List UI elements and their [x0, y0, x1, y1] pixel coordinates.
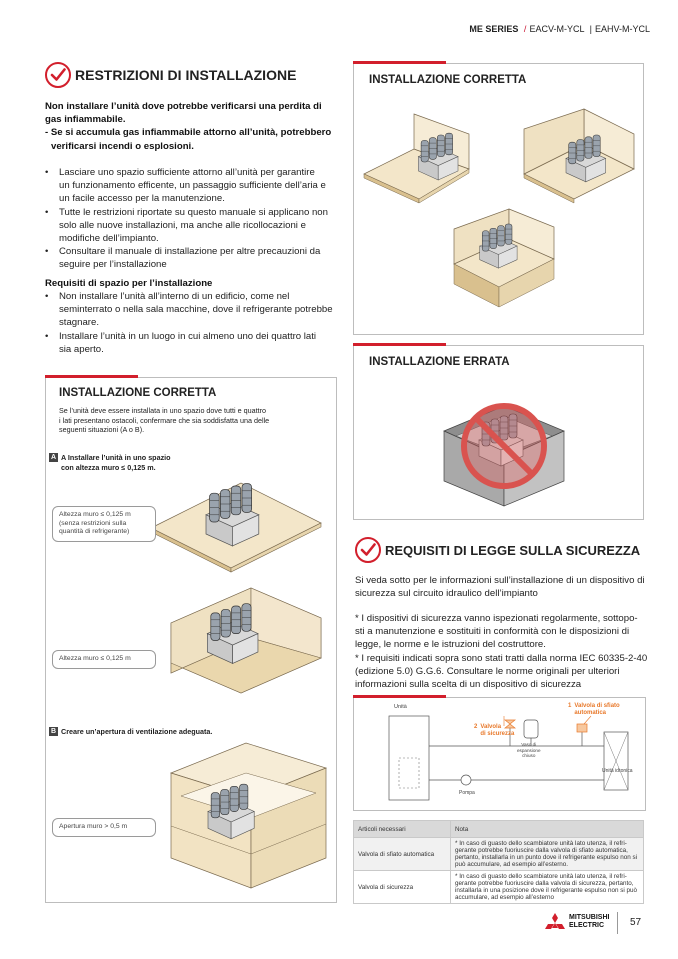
- wall-height-callout: Altezza muro ≤ 0,125 m (senza restrizioni sulla quantità di refrigerante): [52, 506, 156, 542]
- callout-2-number: 2: [474, 724, 478, 730]
- space-bullets: [45, 290, 345, 356]
- list-item: • Tutte le restrizioni riportate su questo manuale si applicano non solo alle nuove installazioni, ma anche alle ricollocazioni e modifiche dell’impianto.: [45, 206, 345, 246]
- opening-callout: Apertura muro > 0,5 m: [52, 818, 156, 837]
- case-b-label: B Creare un’apertura di ventilazione adeguata.: [50, 727, 213, 736]
- wrong-installation-illustration: [434, 386, 574, 516]
- hydraulic-diagram-panel: [353, 697, 646, 811]
- model-1: EACV-M-YCL: [529, 24, 585, 34]
- series-name: ME SERIES: [469, 24, 519, 34]
- list-item: • Installare l’unità in un luogo in cui almeno uno dei quattro lati sia aperto.: [45, 330, 345, 356]
- page-number: 57: [630, 917, 642, 928]
- correct-installation-illustration: [359, 99, 639, 329]
- safety-title: REQUISITI DI LEGGE SULLA SICUREZZA: [385, 542, 641, 558]
- flammable-warning: Non installare l’unità dove potrebbe verificarsi una perdita di gas infiammabile. - Se si accumula gas infiammabile attorno all’unità, potrebbero verificarsi incendi o esplosioni.: [45, 101, 332, 152]
- hydronic-unit-label: Unità idronica: [602, 768, 633, 774]
- series-header: ME SERIES / EACV-M-YCL | EAHV-M-YCL: [469, 24, 650, 34]
- expansion-tank-label: Vaso di espansione chiuso: [517, 742, 541, 758]
- list-item: • Lasciare uno spazio sufficiente attorno all’unità per garantire un funzionamento efficente, un passaggio sufficiente dell’aria e un facile accesso per la manutenzione.: [45, 166, 345, 206]
- footer-divider: [617, 912, 618, 934]
- list-item: • Non installare l’unità all’interno di un edificio, come nel seminterrato o nella sala macchine, dove il refrigerante potrebbe stagnare.: [45, 290, 345, 330]
- mitsubishi-logo: [545, 913, 609, 931]
- brand-text: MITSUBISHI ELECTRIC: [569, 914, 610, 929]
- case-a-tag: A: [50, 454, 57, 461]
- case-a-label: A A Installare l’unità in uno spazio con altezza muro ≤ 0,125 m.: [50, 453, 171, 472]
- panel-title: INSTALLAZIONE CORRETTA: [59, 387, 217, 399]
- vent-valve-label: 1 Valvola di sfiato automatica: [568, 703, 620, 716]
- case-b-tag: B: [50, 728, 57, 736]
- correct-installation-panel: [353, 63, 644, 335]
- panel-accent-bar: [353, 61, 446, 64]
- check-circle-icon: [355, 537, 381, 563]
- requirements-table: [353, 820, 644, 904]
- table-header: Nota: [451, 821, 644, 838]
- ventilation-opening-illustration: [166, 738, 331, 898]
- wrong-installation-panel: [353, 345, 644, 520]
- panel-intro: Se l’unità deve essere installata in uno spazio dove tutti e quattro i lati presentano ostacoli, confermare che sia soddisfatta una delle seguenti situazioni (A o B).: [59, 406, 270, 434]
- safety-notes: * I dispositivi di sicurezza vanno ispezionati regolarmente, sottopo- sti a manutenzione e sostituiti in conformità con le disposizioni di legge, le norme e le istruzioni del costruttore. * I requisiti indicati sopra sono stati tratti dalla norma IEC 60335-2-40 (edizione 5.0) G.G.6. Consultare le norme originali per ulteriori informazioni sulla scelta di un dispositivo di sicurezza: [355, 613, 648, 691]
- safety-heading: [355, 537, 640, 563]
- enclosure-illustration: [151, 583, 331, 698]
- three-diamonds-icon: [545, 913, 565, 931]
- safety-valve-label: 2 Valvola di sicurezza: [474, 724, 515, 737]
- unit-label: Unità: [394, 704, 407, 710]
- panel-title: INSTALLAZIONE CORRETTA: [369, 74, 527, 86]
- correct-installation-cases-panel: [45, 377, 337, 903]
- restrictions-heading: [45, 62, 296, 88]
- check-circle-icon: [45, 62, 71, 88]
- table-row: Valvola di sicurezza * In caso di guasto dello scambiatore unità lato utenza, il refri- gerante potrebbe fuoriuscire dalla valvola di sicurezza, pertanto, installarla in una posizione dove il refrigerante espulso non si può accumulare, ad esempio all’esterno: [354, 871, 644, 904]
- panel-title: INSTALLAZIONE ERRATA: [369, 356, 510, 368]
- space-requirements-title: Requisiti di spazio per l’installazione: [45, 278, 213, 289]
- table-header: Articoli necessari: [354, 821, 451, 838]
- low-wall-illustration: [146, 468, 326, 573]
- restrictions-title: RESTRIZIONI DI INSTALLAZIONE: [75, 67, 297, 83]
- callout-1-number: 1: [568, 703, 572, 709]
- pump-label: Pompa: [459, 790, 475, 796]
- panel-accent-bar: [45, 375, 138, 378]
- prohibited-icon: [464, 406, 544, 486]
- model-2: EAHV-M-YCL: [594, 24, 650, 34]
- table-row: Valvola di sfiato automatica * In caso di guasto dello scambiatore unità lato utenza, il refri- gerante potrebbe fuoriuscire dalla valvola di sfiato automatica, pertanto, installarla in un punto dove il refrigerante espulso non si può accumulare, ad esempio all’esterno.: [354, 838, 644, 871]
- wall-height-callout-2: Altezza muro ≤ 0,125 m: [52, 650, 156, 669]
- list-item: • Consultare il manuale di installazione per altre precauzioni da seguire per l’installazione: [45, 245, 345, 271]
- panel-accent-bar: [353, 343, 446, 346]
- safety-intro: Si veda sotto per le informazioni sull’installazione di un dispositivo di sicurezza sul circuito idraulico dell’impianto: [355, 575, 645, 600]
- general-bullets: [45, 166, 345, 272]
